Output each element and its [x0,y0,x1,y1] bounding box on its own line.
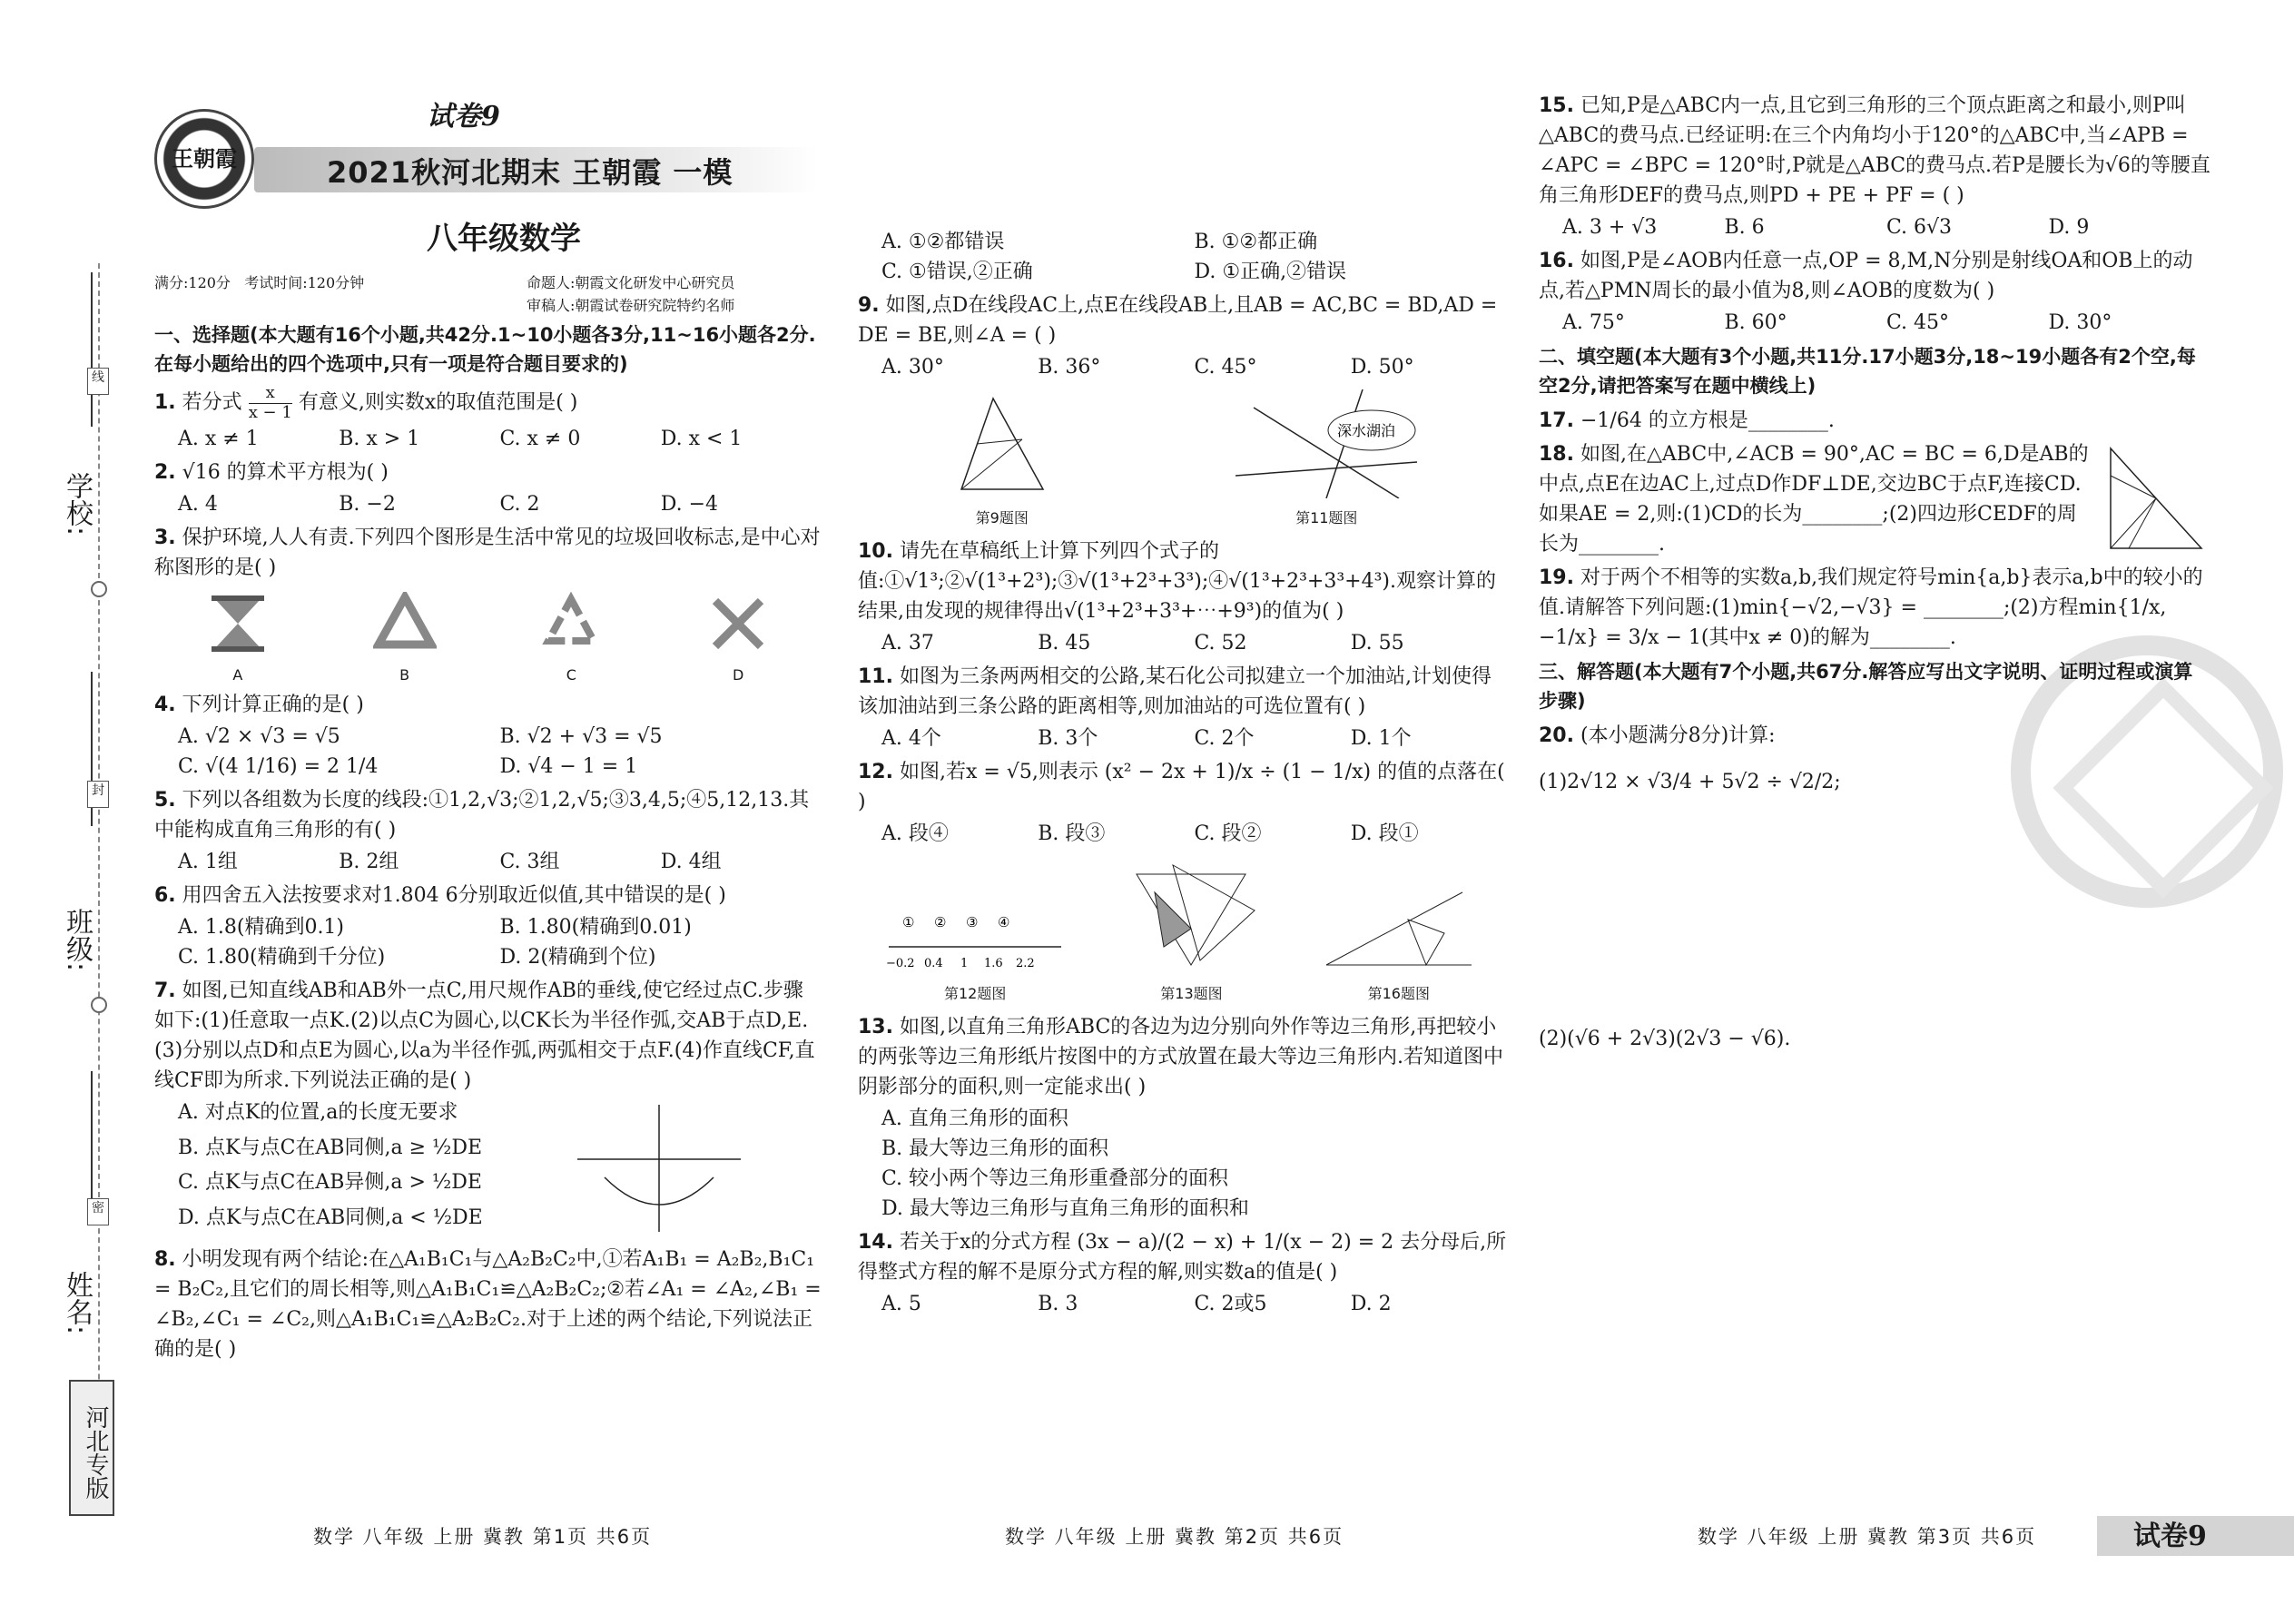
svg-text:1: 1 [960,957,969,970]
footer-page-3: 数学 八年级 上册 冀教 第3页 共6页 [1698,1526,2037,1548]
q7-construction-figure [568,1096,750,1241]
cross-arrows-icon [706,592,770,655]
angle-figure [1317,883,1481,974]
svg-text:1.6: 1.6 [984,957,1003,970]
symbol-b[interactable]: B [373,592,437,686]
options: A. 37 B. 45 C. 52 D. 55 [881,632,1404,655]
edition-badge: 河北专版 [69,1380,114,1516]
svg-text:深水湖泊: 深水湖泊 [1337,422,1396,439]
q8-options: A. ①②都错误 B. ①②都正确 C. ①错误,②正确 D. ①正确,②错误 [881,231,1347,283]
question-19[interactable]: 19. 对于两个不相等的实数a,b,我们规定符号min{a,b}表示a,b中的较小的值.请解答下列问题:(1)min{−√2,−√3} = ________;(2)方程min{1/x,−1/x} = 3/x − 1(其中x ≠ 0)的解为________. [1539,566,2203,649]
svg-text:②: ② [934,914,947,930]
binding-mark-line: 线 [87,368,109,395]
options: A. 5 B. 3 C. 2或5 D. 2 [881,1293,1392,1315]
symbol-c[interactable]: C [539,592,603,686]
binding-ring [91,581,107,597]
options: A. x ≠ 1 B. x > 1 C. x ≠ 0 D. x < 1 [178,428,743,451]
options: A. 75° B. 60° C. 45° D. 30° [1562,311,2112,334]
figure-16: 第16题图 [1317,883,1481,1005]
question-12: 12. 如图,若x = √5,则表示 (x² − 2x + 1)/x ÷ (1 − 1/x) 的值的点落在( ) A. 段④ B. 段③ C. 段② D. 段① [858,757,1507,849]
name-label: 姓名: [61,1271,93,1335]
question-20: 20. (本小题满分8分)计算: (1)2√12 × √3/4 + 5√2 ÷ √2/2; (2)(√6 + 2√3)(2√3 − √6). [1539,721,2210,1054]
binding-ring [91,997,107,1013]
symbol-d[interactable]: D [706,592,770,686]
figures-9-11 [858,389,1507,529]
q20-part-1: (1)2√12 × √3/4 + 5√2 ÷ √2/2; [1539,771,1841,793]
q20-part-2: (2)(√6 + 2√3)(2√3 − √6). [1539,1028,1791,1050]
answer-space-1[interactable] [1539,797,2210,1024]
column-2 [858,227,1507,1323]
school-field[interactable] [91,272,94,427]
question-2: 2. √16 的算术平方根为( ) A. 4 B. −2 C. 2 D. −4 [154,458,822,519]
number-line-figure [884,901,1066,974]
svg-text:①: ① [902,914,915,930]
question-8: 8. 小明发现有两个结论:在△A₁B₁C₁与△A₂B₂C₂中,①若A₁B₁ = A₂B₂,B₁C₁ = B₂C₂,且它们的周长相等,则△A₁B₁C₁≌△A₂B₂C₂;②若∠A₁ = ∠A₂,∠B₁ = ∠B₂,∠C₁ = ∠C₂,则△A₁B₁C₁≌△A₂B₂C₂.对于上述的两个结论,下列说法正确的是( ) [154,1248,822,1362]
options: A. 直角三角形的面积 B. 最大等边三角形的面积 C. 较小两个等边三角形重叠部分的面积 D. 最大等边三角形与直角三角形的面积和 [881,1107,1249,1220]
school-label: 学校: [61,472,93,536]
paper-title: 2021秋河北期末 王朝霞 一模 [327,155,733,190]
recycle-icon [373,592,437,655]
options: A. 4 B. −2 C. 2 D. −4 [178,493,719,517]
exam-meta: 满分:120分 考试时间:120分钟 [154,274,365,291]
roads-figure [1236,389,1417,498]
options: A. 对点K的位置,a的长度无要求 B. 点K与点C在AB同侧,a ≥ ½DE C. 点K与点C在AB异侧,a > ½DE D. 点K与点C在AB同侧,a < ½DE [178,1101,483,1229]
footer-page-2: 数学 八年级 上册 冀教 第2页 共6页 [1005,1526,1344,1548]
question-5: 5. 下列以各组数为长度的线段:①1,2,√3;②1,2,√5;③3,4,5;④5,12,13.其中能构成直角三角形的有( ) A. 1组 B. 2组 C. 3组 D. 4组 [154,785,822,877]
recycle-symbols [154,592,822,686]
options: A. 30° B. 36° C. 45° D. 50° [881,356,1414,379]
hourglass-icon [206,592,270,655]
recycle-arrows-icon [539,592,603,655]
figures-12-16 [858,856,1507,1005]
question-4: 4. 下列计算正确的是( ) A. √2 × √3 = √5 B. √2 + √3 = √5 C. √(4 1/16) = 2 1/4 D. √4 − 1 = 1 [154,690,822,782]
subject-title: 八年级数学 [427,221,581,257]
section-choice: 一、选择题(本大题有16个小题,共42分.1~10小题各3分,11~16小题各2分.在每小题给出的四个选项中,只有一项是符合题目要求的) [154,324,816,375]
svg-text:③: ③ [966,914,979,930]
column-1 [154,316,822,1368]
q18-figure [2102,439,2210,557]
figure-12: ① ② ③ ④ −0.2 0.4 1 1.6 2.2 第12题图 [884,901,1066,1005]
question-6: 6. 用四舍五入法按要求对1.804 6分别取近似值,其中错误的是( ) A. 1.8(精确到0.1) B. 1.80(精确到0.01) C. 1.80(精确到千分位) D. 2(精确到个位) [154,881,822,972]
question-17[interactable]: 17. −1/64 的立方根是________. [1539,409,1835,432]
triangle-figure [948,389,1057,498]
question-10: 10. 请先在草稿纸上计算下列四个式子的值:①√1³;②√(1³+2³);③√(1³+2³+3³);④√(1³+2³+3³+4³).观察计算的结果,由发现的规律得出√(1³+2³+3³+⋯+9³)的值为( ) A. 37 B. 45 C. 52 D. 55 [858,536,1507,658]
column-3 [1539,91,2210,1058]
section-answer: 三、解答题(本大题有7个小题,共67分.解答应写出文字说明、证明过程或演算步骤) [1539,661,2193,712]
footer-page-1: 数学 八年级 上册 冀教 第1页 共6页 [313,1526,653,1548]
svg-text:④: ④ [998,914,1010,930]
figure-11: 深水湖泊 第11题图 [1236,389,1417,529]
svg-text:0.4: 0.4 [924,957,943,970]
options: A. 段④ B. 段③ C. 段② D. 段① [881,822,1419,845]
paper-number: 试卷9 [427,101,500,133]
question-13: 13. 如图,以直角三角形ABC的各边为边分别向外作等边三角形,再把较小的两张等边三角形纸片按图中的方式放置在最大等边三角形内.若知道图中阴影部分的面积,则一定能求出( ) A. 直角三角形的面积 B. 最大等边三角形的面积 C. 较小两个等边三角形重叠部分的面积 D. 最大等边三角形与直角三角形的面积和 [858,1012,1507,1224]
binding-mark-seal: 封 [87,781,109,808]
question-1: 1. 若分式 $\frac{x}{x - 1}$ 有意义,则实数x的取值范围是( ) A. x ≠ 1 B. x > 1 C. x ≠ 0 D. x < 1 [154,384,822,454]
options: A. 1.8(精确到0.1) B. 1.80(精确到0.01) C. 1.80(精确到千分位) D. 2(精确到个位) [178,916,692,969]
section-fill: 二、填空题(本大题有3个小题,共11分.17小题3分,18~19小题各有2个空,每空2分,请把答案写在题中横线上) [1539,346,2196,397]
symbol-a[interactable]: A [206,592,270,686]
options: A. √2 × √3 = √5 B. √2 + √3 = √5 C. √(4 1/16) = 2 1/4 D. √4 − 1 = 1 [178,725,663,779]
author-meta: 命题人:朝霞文化研发中心研究员 审稿人:朝霞试卷研究院特约名师 [527,274,735,314]
binding-dashed-line [98,263,100,1516]
question-7: 7. 如图,已知直线AB和AB外一点C,用尺规作AB的垂线,使它经过点C.步骤如下:(1)任意取一点K.(2)以点C为圆心,以CK长为半径作弧,交AB于点D,E.(3)分别以点D和点E为圆心,以a为半径作弧,两弧相交于点F.(4)作直线CF,直线CF即为所求.下列说法正确的是( ) A. 对点K的位置,a的长度无要求 B. 点K与点C在AB同侧,a ≥ ½DE C. 点K与点C在AB异侧,a > ½DE D. 点K与点C在AB同侧,a < ½DE [154,976,822,1241]
question-14: 14. 若关于x的分式方程 (3x − a)/(2 − x) + 1/(x − 2) = 2 去分母后,所得整式方程的解不是原分式方程的解,则实数a的值是( ) A. 5 B. 3 C. 2或5 D. 2 [858,1227,1507,1319]
options: A. 1组 B. 2组 C. 3组 D. 4组 [178,851,722,874]
question-16: 16. 如图,P是∠AOB内任意一点,OP = 8,M,N分别是射线OA和OB上的动点,若△PMN周长的最小值为8,则∠AOB的度数为( ) A. 75° B. 60° C. 45° D. 30° [1539,246,2210,338]
class-label: 班级: [61,908,93,972]
question-11: 11. 如图为三条两两相交的公路,某石化公司拟建立一个加油站,计划使得该加油站到三条公路的距离相等,则加油站的可选位置有( ) A. 4个 B. 3个 C. 2个 D. 1个 [858,662,1507,753]
figure-13: 第13题图 [1118,856,1264,1005]
binding-mark-secret: 密 [87,1198,109,1225]
question-3: 3. 保护环境,人人有责.下列四个图形是生活中常见的垃圾回收标志,是中心对称图形的是( ) A B C D [154,523,822,686]
question-15: 15. 已知,P是△ABC内一点,且它到三角形的三个顶点距离之和最小,则P叫△ABC的费马点.已经证明:在三个内角均小于120°的△ABC中,当∠APB = ∠APC = ∠BPC = 120°时,P就是△ABC的费马点.若P是腰长为√6的等腰直角三角形DEF的费马点,则PD + PE + PF = ( ) A. 3 + √3 B. 6 C. 6√3 D. 9 [1539,91,2210,242]
question-9: 9. 如图,点D在线段AC上,点E在线段AB上,且AB = AC,BC = BD,AD = DE = BE,则∠A = ( ) A. 30° B. 36° C. 45° D. 50° [858,290,1507,382]
options: A. 4个 B. 3个 C. 2个 D. 1个 [881,727,1412,750]
brand-logo: 王朝霞 [154,109,254,209]
equilateral-triangles-figure [1118,856,1264,974]
options: A. 3 + √3 B. 6 C. 6√3 D. 9 [1562,216,2090,239]
svg-text:−0.2: −0.2 [886,957,915,970]
svg-text:2.2: 2.2 [1016,957,1035,970]
figure-9: 第9题图 [948,389,1057,529]
question-18[interactable]: 18. 如图,在△ABC中,∠ACB = 90°,AC = BC = 6,D是AB的中点,点E在边AC上,过点D作DF⊥DE,交边BC于点F,连接CD.如果AE = 2,则:(1)CD的长为________;(2)四边形CEDF的周长为________. [1539,439,2210,559]
paper-tag-footer: 试卷9 [2097,1516,2294,1556]
